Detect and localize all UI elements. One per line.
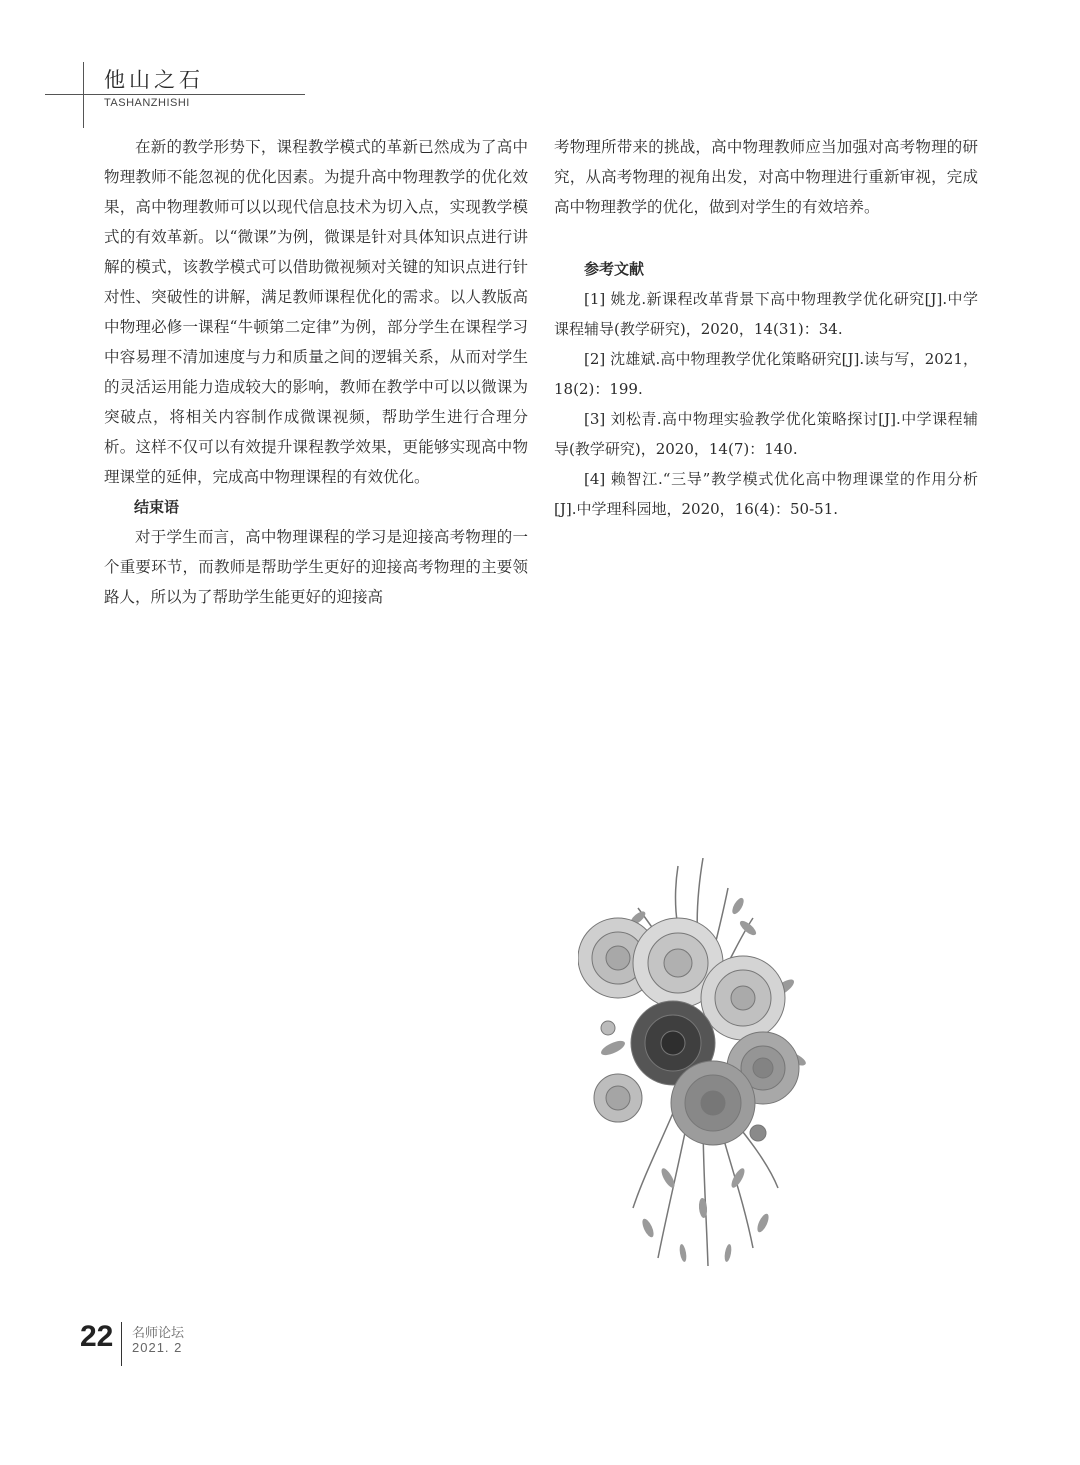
rose-bouquet-illustration: [578, 858, 828, 1266]
section-subtitle: TASHANZHISHI: [104, 97, 190, 109]
right-column: [554, 132, 978, 524]
left-column: [104, 132, 528, 612]
conclusion-paragraph: 对于学生而言，高中物理课程的学习是迎接高考物理的一个重要环节，而教师是帮助学生更好的迎接高考物理的主要领路人，所以为了帮助学生能更好的迎接高: [104, 528, 528, 606]
reference-item: [3] 刘松青.高中物理实验教学优化策略探讨[J].中学课程辅导(教学研究)，2020，14(7)：140.: [554, 410, 978, 458]
conclusion-continuation: 考物理所带来的挑战，高中物理教师应当加强对高考物理的研究，从高考物理的视角出发，对高中物理进行重新审视，完成高中物理教学的优化，做到对学生的有效培养。: [554, 138, 978, 216]
references-heading: 参考文献: [584, 260, 645, 278]
reference-item: [1] 姚龙.新课程改革背景下高中物理教学优化研究[J].中学课程辅导(教学研究)，2020，14(31)：34.: [554, 290, 978, 338]
journal-name: 名师论坛: [132, 1326, 185, 1341]
reference-item: [2] 沈雄斌.高中物理教学优化策略研究[J].读与写，2021，18(2)：199.: [554, 350, 978, 398]
header-horizontal-rule: [45, 94, 305, 95]
conclusion-heading: 结束语: [134, 498, 180, 516]
page-number: 22: [80, 1320, 114, 1353]
body-paragraph: 在新的教学形势下，课程教学模式的革新已然成为了高中物理教师不能忽视的优化因素。为提升高中物理教学的优化效果，高中物理教师可以以现代信息技术为切入点，实现教学模式的有效革新。以“微课”为例，微课是针对具体知识点进行讲解的模式，该教学模式可以借助微视频对关键的知识点进行针对性、突破性的讲解，满足教师课程优化的需求。以人教版高中物理必修一课程“牛顿第二定律”为例，部分学生在课程学习中容易理不清加速度与力和质量之间的逻辑关系，从而对学生的灵活运用能力造成较大的影响，教师在教学中可以以微课为突破点，将相关内容制作成微课视频，帮助学生进行合理分析。这样不仅可以有效提升课程教学效果，更能够实现高中物理课堂的延伸，完成高中物理课程的有效优化。: [104, 138, 528, 486]
footer-vertical-rule: [121, 1322, 122, 1366]
issue-date: 2021. 2: [132, 1340, 183, 1355]
section-title: 他山之石: [104, 68, 204, 92]
reference-item: [4] 赖智江.“三导”教学模式优化高中物理课堂的作用分析[J].中学理科园地，2020，16(4)：50-51.: [554, 470, 978, 518]
header-vertical-rule: [83, 62, 84, 128]
